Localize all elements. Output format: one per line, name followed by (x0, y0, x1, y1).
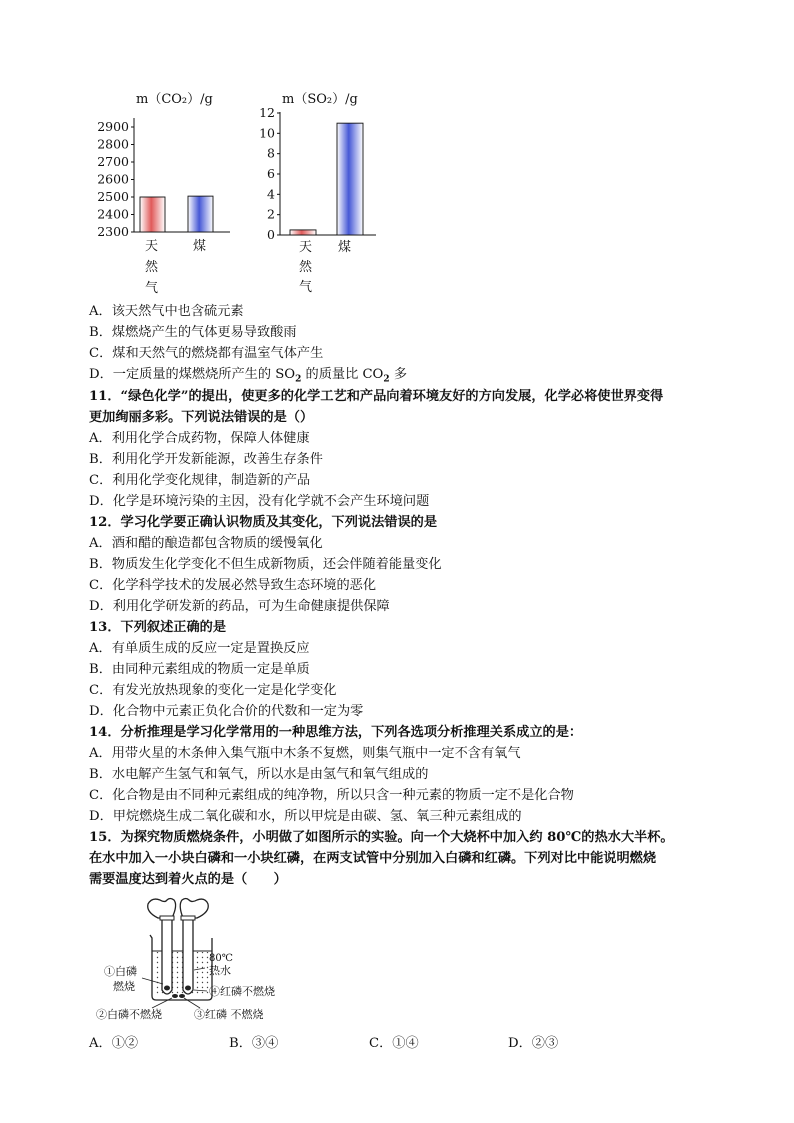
q11-stem-line2: 更加绚丽多彩。下列说法错误的是（） (89, 410, 314, 425)
q11-option-c: C．利用化学变化规律，制造新的产品 (89, 473, 311, 488)
q10-option-c: C．煤和天然气的燃烧都有温室气体产生 (89, 346, 324, 361)
so2-axis-label: m（SO₂）/g (282, 92, 358, 107)
y-tick-label: 8 (267, 145, 275, 161)
y-tick-label: 2500 (97, 189, 129, 204)
balloon-right (180, 899, 208, 919)
q10-d-part3: 多 (389, 367, 408, 382)
label-burns: 燃烧 (113, 980, 135, 993)
label-white-phosphorus-not-burning-2: ②白磷不燃烧 (96, 1008, 162, 1021)
q10-option-a: A．该天然气中也含硫元素 (89, 304, 244, 319)
q13-option-d: D．化合物中元素正负化合价的代数和一定为零 (89, 704, 364, 719)
balloon-left (148, 899, 176, 919)
q13-option-c: C．有发光放热现象的变化一定是化学变化 (89, 683, 337, 698)
red-phosphorus-in-tube (185, 986, 191, 991)
q10-d-part1: D．一定质量的煤燃烧所产生的 SO (89, 367, 296, 382)
q13-option-b: B．由同种元素组成的物质一定是单质 (89, 662, 310, 677)
y-tick-label: 12 (259, 105, 275, 120)
y-tick-label: 2800 (97, 136, 129, 152)
label-red-phosphorus-not-burning-3: ③红磷 不燃烧 (194, 1008, 264, 1021)
q15-stem-line2: 在水中加入一小块白磷和一小块红磷，在两支试管中分别加入白磷和红磷。下列对比中能说明燃烧 (89, 851, 657, 866)
q13-stem: 13．下列叙述正确的是 (89, 620, 227, 635)
y-tick-label: 2700 (97, 154, 129, 169)
y-tick-label: 2 (267, 206, 275, 222)
q12-stem: 12．学习化学要正确认识物质及其变化，下列说法错误的是 (89, 515, 438, 530)
q14-option-c: C．化合物是由不同种元素组成的纯净物，所以只含一种元素的物质一定不是化合物 (89, 788, 574, 803)
q12-option-b: B．物质发生化学变化不但生成新物质，还会伴随着能量变化 (89, 557, 442, 572)
q14-option-b: B．水电解产生氢气和氧气，所以水是由氢气和氧气组成的 (89, 767, 429, 782)
q11-option-b: B．利用化学开发新能源，改善生存条件 (89, 452, 323, 467)
q11-option-a: A．利用化学合成药物，保障人体健康 (89, 431, 310, 446)
y-tick-label: 0 (267, 227, 275, 242)
q10-d-part2: 的质量比 CO (301, 367, 384, 382)
q15-stem-line1: 15．为探究物质燃烧条件，小明做了如图所示的实验。向一个大烧杯中加入约 80℃的热水大半杯。 (89, 830, 674, 845)
q15-option-b: B．③④ (229, 1036, 279, 1051)
q11-stem-line1: 11．“绿色化学”的提出，使更多的化学工艺和产品向着环境友好的方向发展，化学必将使世界变得 (89, 389, 664, 404)
label-temperature: 80℃ (209, 953, 233, 964)
cat-char: 气 (145, 281, 159, 296)
y-tick-label: 10 (259, 125, 275, 141)
q12-option-a: A．酒和醋的酿造都包含物质的缓慢氧化 (89, 536, 323, 551)
tube-clamp-left (160, 916, 174, 920)
label-hot-water: 热水 (209, 964, 231, 977)
y-tick-label: 2600 (97, 171, 129, 187)
y-tick-label: 4 (267, 186, 275, 202)
q13-option-a: A．有单质生成的反应一定是置换反应 (89, 641, 310, 656)
label-red-phosphorus-not-burning-4: ④红磷不燃烧 (209, 985, 275, 998)
test-tube-left (162, 918, 172, 994)
q12-option-d: D．利用化学研发新的药品，可为生命健康提供保障 (89, 599, 390, 614)
q10-option-b: B．煤燃烧产生的气体更易导致酸雨 (89, 325, 297, 340)
q14-stem: 14．分析推理是学习化学常用的一种思维方法，下列各选项分析推理关系成立的是： (89, 725, 583, 740)
y-tick-label: 2400 (97, 206, 129, 222)
cat-char: 然 (145, 260, 159, 275)
red-phosphorus-in-water (179, 994, 185, 998)
y-tick-label: 2900 (97, 119, 129, 134)
cat-char: 天 (299, 240, 313, 255)
q15-option-c: C．①④ (369, 1036, 419, 1051)
q11-option-d: D．化学是环境污染的主因，没有化学就不会产生环境问题 (89, 494, 430, 509)
co2-category-label-coal: 煤 (193, 239, 207, 254)
cat-char: 天 (145, 239, 159, 254)
y-tick-label: 2300 (97, 224, 129, 239)
test-tube-right (183, 918, 193, 994)
subscript: 2 (383, 374, 390, 385)
white-phosphorus-in-water (172, 994, 178, 998)
q15-stem-line3: 需要温度达到着火点的是（ ） (89, 872, 287, 887)
co2-axis-label: m（CO₂）/g (136, 92, 213, 107)
q14-option-d: D．甲烷燃烧生成二氧化碳和水，所以甲烷是由碳、氢、氧三种元素组成的 (89, 809, 522, 824)
cat-char: 气 (299, 280, 313, 295)
y-tick-label: 6 (267, 166, 275, 181)
so2-category-label-coal: 煤 (338, 240, 352, 255)
label-white-phosphorus-burns: ①白磷 (104, 965, 137, 978)
cat-char: 然 (299, 260, 313, 275)
tube-clamp-right (181, 916, 195, 920)
q15-option-a: A．①② (89, 1036, 139, 1051)
white-phosphorus-in-tube (164, 986, 170, 991)
q12-option-c: C．化学科学技术的发展必然导致生态环境的恶化 (89, 578, 377, 593)
q14-option-a: A．用带火星的木条伸入集气瓶中木条不复燃，则集气瓶中一定不含有氧气 (89, 746, 521, 761)
subscript: 2 (295, 374, 302, 385)
q15-option-d: D．②③ (508, 1036, 559, 1051)
